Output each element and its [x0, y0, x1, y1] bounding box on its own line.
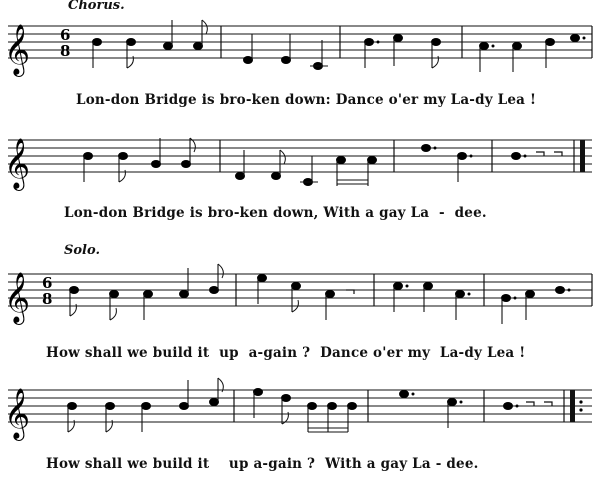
treble-clef-icon: 𝄞 — [4, 138, 31, 189]
time-signature-top: 6 — [60, 26, 71, 44]
lyric-line-1: Lon-don Bridge is bro-ken down: Dance o'er my La-dy Lea ! — [76, 92, 537, 108]
time-signature-top: 6 — [42, 274, 53, 292]
treble-clef-icon: 𝄞 — [4, 388, 31, 439]
lyric-line-2: Lon-don Bridge is bro-ken down, With a gay La - dee. — [64, 205, 487, 221]
lyric-line-4: How shall we build it up a-gain ? With a gay La - dee. — [46, 456, 479, 472]
staff-3 — [0, 258, 600, 338]
treble-clef-icon: 𝄞 — [4, 272, 31, 323]
staff-2 — [0, 124, 600, 204]
section-label-solo: Solo. — [64, 243, 100, 258]
staff-lines — [8, 140, 592, 172]
staff-1 — [0, 10, 600, 90]
time-signature-bottom: 8 — [60, 42, 71, 60]
lyric-line-3: How shall we build it up a-gain ? Dance o'er my La-dy Lea ! — [46, 345, 526, 361]
notes — [92, 20, 586, 72]
notes — [67, 378, 552, 432]
section-label-chorus: Chorus. — [68, 0, 125, 13]
time-signature-bottom: 8 — [42, 290, 53, 308]
notes — [83, 138, 562, 186]
treble-clef-icon: 𝄞 — [4, 24, 31, 75]
staff-4 — [0, 374, 600, 454]
notes — [69, 264, 571, 324]
